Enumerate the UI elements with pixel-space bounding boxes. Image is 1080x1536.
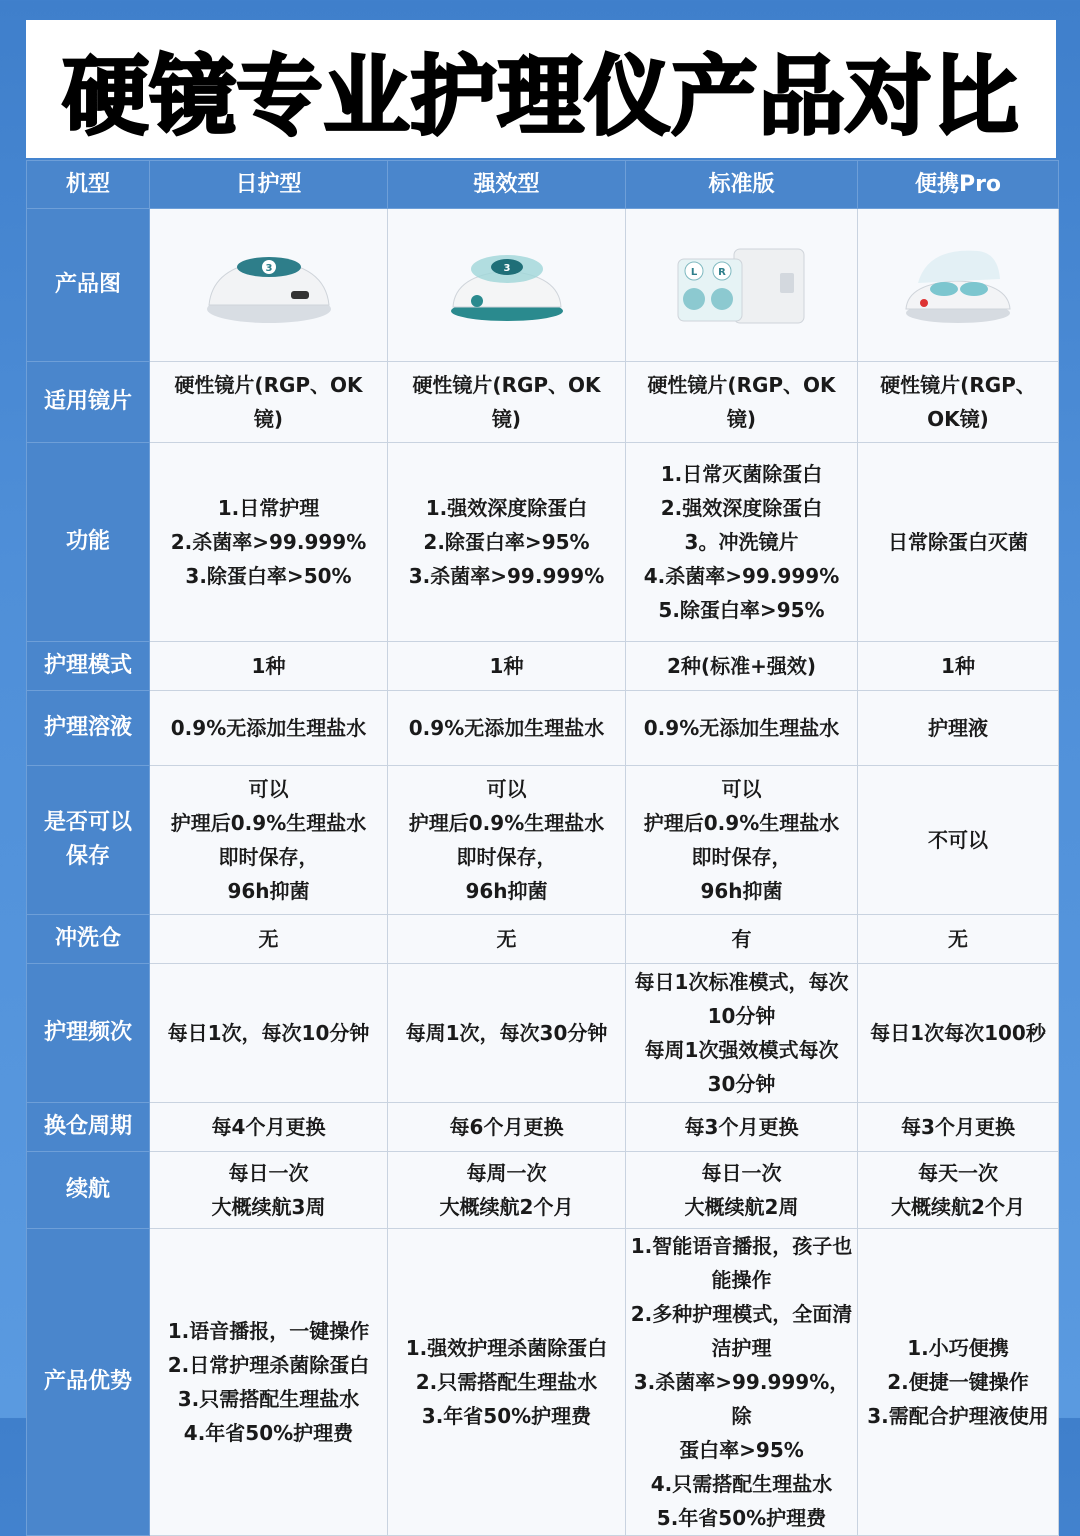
table-row: [27, 443, 1059, 642]
product-image-cell: [626, 209, 858, 362]
table-row: [27, 1152, 1059, 1229]
cell: 不可以: [858, 766, 1059, 915]
cell: 无: [150, 915, 388, 964]
product-image-cell: [150, 209, 388, 362]
cell: 0.9%无添加生理盐水: [626, 691, 858, 766]
row-label: 功能: [27, 443, 150, 642]
cell: 1.语音播报，一键操作 2.日常护理杀菌除蛋白 3.只需搭配生理盐水 4.年省50%护理费: [150, 1229, 388, 1536]
comparison-table: [26, 160, 1059, 1536]
row-label: 产品优势: [27, 1229, 150, 1536]
row-label: 护理溶液: [27, 691, 150, 766]
model-name: 便携Pro: [858, 161, 1059, 209]
cell: 日常除蛋白灭菌: [858, 443, 1059, 642]
row-label: 冲洗仓: [27, 915, 150, 964]
cell: 1.小巧便携 2.便捷一键操作 3.需配合护理液使用: [858, 1229, 1059, 1536]
cell: 无: [388, 915, 626, 964]
header-row: [27, 161, 1059, 209]
cell: 1种: [150, 642, 388, 691]
device-letter: R: [717, 267, 726, 278]
product-image-cell: [388, 209, 626, 362]
device-image-strong: [437, 243, 577, 327]
cell: 每6个月更换: [388, 1103, 626, 1152]
device-badge: 3: [503, 263, 510, 274]
cell: 每周一次 大概续航2个月: [388, 1152, 626, 1229]
device-image-portable: [888, 243, 1028, 327]
cell: 可以 护理后0.9%生理盐水 即时保存， 96h抑菌: [388, 766, 626, 915]
cell: 1.日常护理 2.杀菌率>99.999% 3.除蛋白率>50%: [150, 443, 388, 642]
cell: 硬性镜片(RGP、OK 镜): [626, 362, 858, 443]
cell: 每天一次 大概续航2个月: [858, 1152, 1059, 1229]
table-row: [27, 1103, 1059, 1152]
cell: 0.9%无添加生理盐水: [150, 691, 388, 766]
header-label: 机型: [27, 161, 150, 209]
table-row: [27, 915, 1059, 964]
row-label: 适用镜片: [27, 362, 150, 443]
table-row: [27, 766, 1059, 915]
cell: 每周1次，每次30分钟: [388, 964, 626, 1103]
row-label: 续航: [27, 1152, 150, 1229]
cell: 每3个月更换: [626, 1103, 858, 1152]
model-name: 标准版: [626, 161, 858, 209]
cell: 1.日常灭菌除蛋白 2.强效深度除蛋白 3。冲洗镜片 4.杀菌率>99.999% 5.除蛋白率>95%: [626, 443, 858, 642]
table-row: [27, 209, 1059, 362]
cell: 1种: [858, 642, 1059, 691]
device-badge: 3: [265, 263, 272, 274]
row-label: 是否可以 保存: [27, 766, 150, 915]
cell: 每日1次每次100秒: [858, 964, 1059, 1103]
cell: 每日一次 大概续航3周: [150, 1152, 388, 1229]
cell: 可以 护理后0.9%生理盐水 即时保存， 96h抑菌: [150, 766, 388, 915]
cell: 1种: [388, 642, 626, 691]
table-row: [27, 964, 1059, 1103]
table-row: [27, 1229, 1059, 1536]
page-title: 硬镜专业护理仪产品对比: [62, 47, 1020, 147]
row-label: 护理模式: [27, 642, 150, 691]
cell: 每日1次，每次10分钟: [150, 964, 388, 1103]
cell: 1.智能语音播报，孩子也 能操作 2.多种护理模式，全面清 洁护理 3.杀菌率>99.999%，除 蛋白率>95% 4.只需搭配生理盐水 5.年省50%护理费: [626, 1229, 858, 1536]
cell: 每4个月更换: [150, 1103, 388, 1152]
row-label: 换仓周期: [27, 1103, 150, 1152]
cell: 硬性镜片(RGP、OK 镜): [388, 362, 626, 443]
cell: 每日1次标准模式，每次 10分钟 每周1次强效模式每次 30分钟: [626, 964, 858, 1103]
row-label: 护理频次: [27, 964, 150, 1103]
product-image-cell: [858, 209, 1059, 362]
cell: 硬性镜片(RGP、OK 镜): [150, 362, 388, 443]
cell: 可以 护理后0.9%生理盐水 即时保存， 96h抑菌: [626, 766, 858, 915]
cell: 无: [858, 915, 1059, 964]
model-name: 日护型: [150, 161, 388, 209]
cell: 1.强效护理杀菌除蛋白 2.只需搭配生理盐水 3.年省50%护理费: [388, 1229, 626, 1536]
device-letter: L: [690, 267, 697, 278]
table-row: [27, 362, 1059, 443]
cell: 硬性镜片(RGP、 OK镜): [858, 362, 1059, 443]
model-name: 强效型: [388, 161, 626, 209]
cell: 1.强效深度除蛋白 2.除蛋白率>95% 3.杀菌率>99.999%: [388, 443, 626, 642]
row-label: 产品图: [27, 209, 150, 362]
table-row: [27, 691, 1059, 766]
cell: 0.9%无添加生理盐水: [388, 691, 626, 766]
device-image-standard: [672, 243, 812, 327]
title-banner: [26, 20, 1056, 158]
cell: 有: [626, 915, 858, 964]
cell: 每3个月更换: [858, 1103, 1059, 1152]
cell: 2种(标准+强效): [626, 642, 858, 691]
device-image-daily: [199, 243, 339, 327]
cell: 护理液: [858, 691, 1059, 766]
cell: 每日一次 大概续航2周: [626, 1152, 858, 1229]
table-row: [27, 642, 1059, 691]
